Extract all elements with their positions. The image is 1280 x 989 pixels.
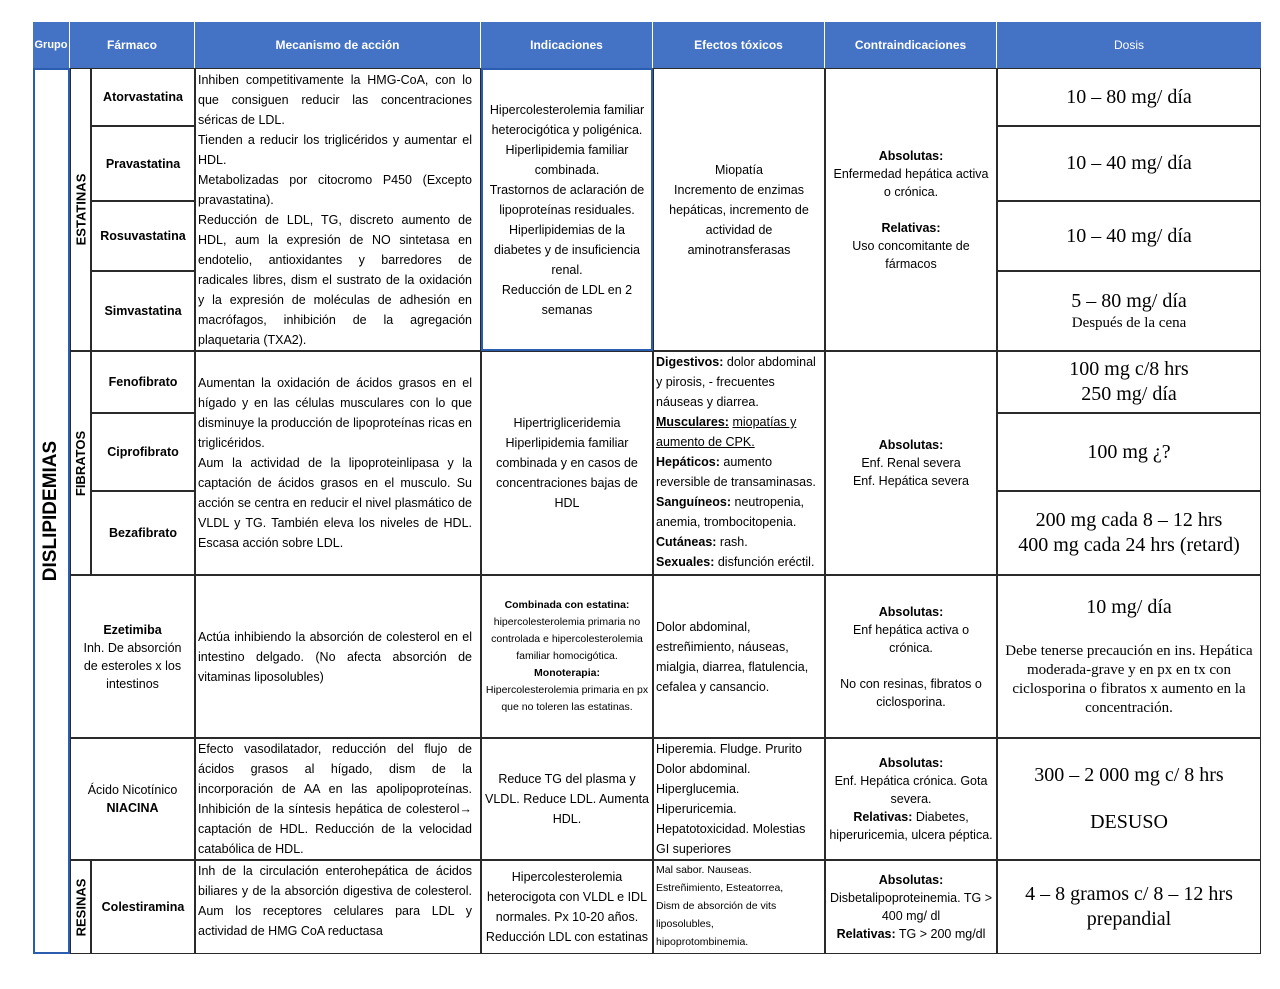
fibrates-contraindications: Absolutas: Enf. Renal severa Enf. Hepática severa bbox=[825, 351, 997, 575]
ezetimiba-mechanism: Actúa inhibiendo la absorción de colesterol en el intestino delgado. (No afecta absorción de vitaminas liposolubles) bbox=[195, 575, 481, 738]
dose-fenofibrato: 100 mg c/8 hrs 250 mg/ día bbox=[997, 351, 1261, 413]
drug-pravastatina: Pravastatina bbox=[91, 126, 195, 201]
drug-rosuvastatina: Rosuvastatina bbox=[91, 201, 195, 271]
header-mecanismo: Mecanismo de acción bbox=[195, 22, 481, 68]
header-indicaciones: Indicaciones bbox=[481, 22, 653, 68]
dose-ciprofibrato: 100 mg ¿? bbox=[997, 413, 1261, 491]
group-dislipidemias: DISLIPIDEMIAS bbox=[33, 68, 70, 954]
statins-mech-1: Inhiben competitivamente la HMG-CoA, con lo que consiguen reducir las concentraciones séricas de LDL. bbox=[198, 73, 472, 127]
statins-mechanism bbox=[195, 68, 481, 351]
header-dosis: Dosis bbox=[997, 22, 1261, 68]
subgroup-resinas: RESINAS bbox=[70, 860, 91, 954]
drug-ezetimiba: Ezetimiba Inh. De absorción de esteroles x los intestinos bbox=[70, 575, 195, 738]
header-grupo: Grupo bbox=[33, 22, 70, 68]
niacina-mechanism: Efecto vasodilatador, reducción del flujo de ácidos grasos al hígado, dism de la incorporación de AA en las apolipoproteínas. Inhibición de la síntesis hepática de colesterol→ captación de HDL. Reducción de la velocidad catabólica de HDL. bbox=[195, 738, 481, 860]
drug-niacina: Ácido Nicotínico NIACINA bbox=[70, 738, 195, 860]
dose-atorvastatina: 10 – 80 mg/ día bbox=[997, 68, 1261, 126]
drug-atorvastatina: Atorvastatina bbox=[91, 68, 195, 126]
ezetimiba-contraindications: Absolutas: Enf hepática activa o crónica. No con resinas, fibratos o ciclosporina. bbox=[825, 575, 997, 738]
statins-contraindications: Absolutas: Enfermedad hepática activa o crónica. Relativas: Uso concomitante de fármacos bbox=[825, 68, 997, 351]
statins-indications: Hipercolesterolemia familiar heterocigótica y poligénica. Hiperlipidemia familiar combinada. Trastornos de aclaración de lipoproteínas residuales. Hiperlipidemias de la diabetes y de insuficiencia renal. Reducción de LDL en 2 semanas bbox=[481, 68, 653, 351]
fibrates-mechanism bbox=[195, 351, 481, 575]
subgroup-fibratos: FIBRATOS bbox=[70, 351, 91, 575]
statins-mech-4: Reducción de LDL, TG, discreto aumento de HDL, aum la expresión de NO sintetasa en endotelio, antioxidantes y barredores de radicales libres, dism el sustrato de la oxidación y la expresión de moléculas de adhesión en macrófagos, inhibición de la agregación plaquetaria (TXA2). bbox=[198, 213, 472, 347]
niacina-toxic: Hiperemia. Fludge. Prurito Dolor abdominal. Hiperglucemia. Hiperuricemia. Hepatotoxicidad. Molestias GI superiores bbox=[653, 738, 825, 860]
fibrates-toxic: Digestivos: dolor abdominal y pirosis, - frecuentes náuseas y diarrea. Musculares: miopatías y aumento de CPK. Hepáticos: aumento reversible de transaminasas. Sanguíneos: neutropenia, anemia, trombocitopenia. Cutáneas: rash. Sexuales: disfunción eréctil. bbox=[653, 351, 825, 575]
drug-colestiramina: Colestiramina bbox=[91, 860, 195, 954]
resinas-indications: Hipercolesterolemia heterocigota con VLDL e IDL normales. Px 10-20 años. Reducción LDL con estatinas bbox=[481, 860, 653, 954]
dose-pravastatina: 10 – 40 mg/ día bbox=[997, 126, 1261, 201]
header-efectos-toxicos: Efectos tóxicos bbox=[653, 22, 825, 68]
header-farmaco: Fármaco bbox=[70, 22, 195, 68]
dose-ezetimiba: 10 mg/ día Debe tenerse precaución en ins. Hepática moderada-grave y en px en tx con ciclosporina o fibratos x aumento en la concentración. bbox=[997, 575, 1261, 738]
statins-toxic: Miopatía Incremento de enzimas hepáticas, incremento de actividad de aminotransferasas bbox=[653, 68, 825, 351]
header-contraindicaciones: Contraindicaciones bbox=[825, 22, 997, 68]
resinas-toxic: Mal sabor. Nauseas. Estreñimiento, Esteatorrea, Dism de absorción de vits liposolubles, hipoprotombinemia. bbox=[653, 860, 825, 954]
dose-simvastatina: 5 – 80 mg/ día Después de la cena bbox=[997, 271, 1261, 351]
drug-ciprofibrato: Ciprofibrato bbox=[91, 413, 195, 491]
dose-rosuvastatina: 10 – 40 mg/ día bbox=[997, 201, 1261, 271]
ezetimiba-toxic: Dolor abdominal, estreñimiento, náuseas, mialgia, diarrea, flatulencia, cefalea y cansancio. bbox=[653, 575, 825, 738]
drug-fenofibrato: Fenofibrato bbox=[91, 351, 195, 413]
niacina-indications: Reduce TG del plasma y VLDL. Reduce LDL. Aumenta HDL. bbox=[481, 738, 653, 860]
fibrates-indications: Hipertrigliceridemia Hiperlipidemia familiar combinada y en casos de concentraciones bajas de HDL bbox=[481, 351, 653, 575]
resinas-contraindications: Absolutas: Disbetalipoproteinemia. TG > 400 mg/ dl Relativas: TG > 200 mg/dl bbox=[825, 860, 997, 954]
subgroup-estatinas: ESTATINAS bbox=[70, 68, 91, 351]
fibrates-mech-1: Aumentan la oxidación de ácidos grasos en el hígado y en las células musculares con lo que disminuye la producción de lipoproteínas ricas en triglicéridos. bbox=[198, 376, 472, 450]
resinas-mechanism: Inh de la circulación enterohepática de ácidos biliares y de la absorción digestiva de colesterol. Aum los receptores celulares para LDL y actividad de HMG CoA reductasa bbox=[195, 860, 481, 954]
statins-mech-2: Tienden a reducir los triglicéridos y aumentar el HDL. bbox=[198, 133, 472, 167]
ezetimiba-indications: Combinada con estatina: hipercolesterolemia primaria no controlada e hipercolesterolemia familiar homocigótica. Monoterapia: Hipercolesterolemia primaria en px que no toleren las estatinas. bbox=[481, 575, 653, 738]
fibrates-mech-2: Aum la actividad de la lipoproteinlipasa y la captación de ácidos grasos en el musculo. Su acción se centra en reducir el nivel plasmático de VLDL y TG. También eleva los niveles de HDL. Escasa acción sobre LDL. bbox=[198, 456, 472, 550]
pharmacology-table bbox=[33, 22, 1261, 954]
dose-niacina: 300 – 2 000 mg c/ 8 hrs DESUSO bbox=[997, 738, 1261, 860]
drug-bezafibrato: Bezafibrato bbox=[91, 491, 195, 575]
statins-mech-3: Metabolizadas por citocromo P450 (Excepto pravastatina). bbox=[198, 173, 472, 207]
arrow-right-icon: → bbox=[459, 802, 472, 816]
dose-bezafibrato: 200 mg cada 8 – 12 hrs 400 mg cada 24 hrs (retard) bbox=[997, 491, 1261, 575]
status-desuso: DESUSO bbox=[1090, 811, 1168, 833]
dose-colestiramina: 4 – 8 gramos c/ 8 – 12 hrs prepandial bbox=[997, 860, 1261, 954]
niacina-contraindications: Absolutas: Enf. Hepática crónica. Gota severa. Relativas: Diabetes, hiperuricemia, ulcera péptica. bbox=[825, 738, 997, 860]
drug-simvastatina: Simvastatina bbox=[91, 271, 195, 351]
